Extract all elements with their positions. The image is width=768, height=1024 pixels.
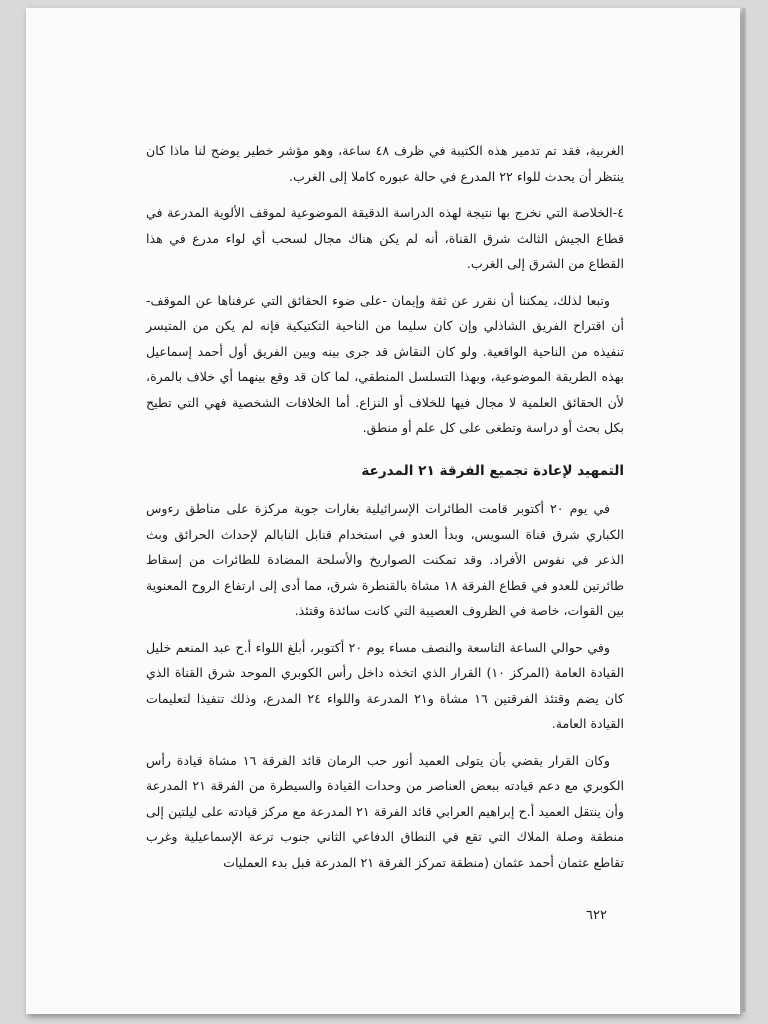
paragraph-5: وفي حوالي الساعة التاسعة والنصف مساء يوم ٢٠ أكتوبر، أبلغ اللواء أ.ح عبد المنعم خليل القيادة العامة (المركز ١٠) القرار الذي اتخذه داخل رأس الكوبري الموحد شرق القناة الذي كان يضم وقتئذ الفرقتين ١٦ مشاة و٢١ المدرعة واللواء ٢٤ المدرع، وذلك تنفيذا لتعليمات القيادة العامة.	[146, 639, 625, 731]
page-edge	[742, 8, 746, 1012]
paragraph-2: ٤-الخلاصة التي نخرج بها نتيجة لهذه الدراسة الدقيقة الموضوعية لموقف الألوية المدرعة في قطاع الجيش الثالث شرق القناة، أنه لم يكن هناك مجال لسحب أي لواء مدرع في هذا القطاع من الشرق إلى الغرب.	[146, 205, 624, 271]
page-number: ٦٢٢	[586, 908, 607, 923]
paragraph-4: في يوم ٢٠ أكتوبر قامت الطائرات الإسرائيلية بغارات جوية مركزة على مناطق رءوس الكباري شرق قناة السويس، وبدأ العدو في استخدام قنابل النابالم لإحداث الحرائق وبث الذعر في نفوس الأفراد. وقد تمكنت الصواريخ والأسلحة المضادة للطائرات من إسقاط طائرتين للعدو في قطاع الفرقة ١٨ مشاة بالقنطرة شرق، مما أدى إلى ارتفاع الروح المعنوية بين القوات، خاصة في الظروف العصيبة التي كانت سائدة وقتئذ.	[146, 501, 624, 618]
paragraph-6: وكان القرار يقضي بأن يتولى العميد أنور حب الرمان قائد الفرقة ١٦ مشاة قيادة رأس الكوبري مع دعم قيادته ببعض العناصر من وحدات القيادة والسيطرة من الفرقة ٢١ المدرعة وأن ينتقل العميد أ.ح إبراهيم العرابي قائد الفرقة ٢١ المدرعة مع مركز قيادته على ليلتين إلى منطقة وصلة الملاك التي تقع في النطاق الدفاعي الثاني جنوب ترعة الإسماعيلية وغرب تقاطع عثمان أحمد عثمان (منطقة تمركز الفرقة ٢١ المدرعة قبل بدء العمليات	[146, 752, 625, 870]
section-heading: التمهيد لإعادة تجميع الفرقة ٢١ المدرعة	[361, 462, 624, 479]
page-body	[146, 138, 624, 886]
paragraph-3: وتبعا لذلك، يمكننا أن نقرر عن ثقة وإيمان -على ضوء الحقائق التي عرفناها عن الموقف- أن اقتراح الفريق الشاذلي وإن كان سليما من الناحية التكتيكية فإنه لم يكن من المتيسر تنفيذه من الناحية الواقعية. ولو كان النقاش قد جرى بينه وبين الفريق أول أحمد إسماعيل بهذه الطريقة الموضوعية، وبهذا التسلسل المنطقي، لما كان قد وقع بينهما أي خلاف بالمرة، لأن الحقائق العلمية لا مجال فيها للخلاف أو النزاع. أما الخلافات الشخصية فهي التي تطيح بكل بحث أو دراسة وتطغى على كل علم أو منطق.	[146, 292, 624, 435]
paragraph-1: الغربية، فقد تم تدمير هذه الكتيبة في ظرف ٤٨ ساعة، وهو مؤشر خطير يوضح لنا ماذا كان ينتظر أن يحدث للواء ٢٢ المدرع في حالة عبوره كاملا إلى الغرب.	[146, 143, 624, 184]
